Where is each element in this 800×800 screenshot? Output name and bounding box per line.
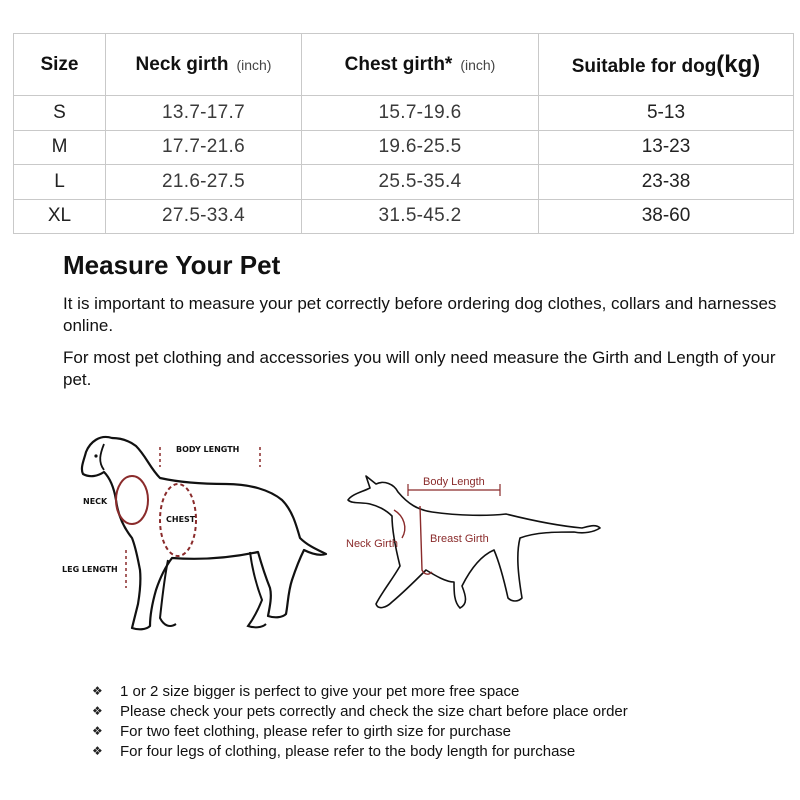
diamond-bullet-icon: ❖ (92, 724, 103, 738)
size-cell: L (14, 165, 106, 200)
weight-cell: 38-60 (539, 199, 794, 234)
measure-girth-paragraph: For most pet clothing and accessories you will only need measure the Girth and Length of your pet. (63, 348, 776, 389)
tip-text: 1 or 2 size bigger is perfect to give your pet more free space (120, 682, 520, 700)
cat-figure (346, 476, 600, 608)
table-row (14, 199, 794, 234)
dog-neck-label: NECK (83, 497, 108, 506)
size-chart-header-row (14, 34, 794, 96)
diamond-bullet-icon: ❖ (92, 684, 103, 698)
dog-ear (100, 444, 104, 470)
chest-girth-cell: 15.7-19.6 (302, 96, 539, 131)
size-chart-table (13, 33, 794, 234)
weight-cell: 13-23 (539, 130, 794, 165)
size-cell: S (14, 96, 106, 131)
table-row (14, 96, 794, 131)
list-item (92, 721, 628, 741)
tips-list (92, 681, 628, 761)
list-item (92, 701, 628, 721)
header-size: Size (14, 34, 106, 96)
measure-intro-paragraph: It is important to measure your pet correctly before ordering dog clothes, collars and harnesses online. (63, 294, 777, 335)
dog-hind-leg (248, 552, 266, 627)
neck-girth-cell: 27.5-33.4 (106, 199, 302, 234)
measure-title: Measure Your Pet (63, 250, 281, 280)
dog-front-leg (160, 560, 176, 626)
weight-cell: 5-13 (539, 96, 794, 131)
header-chest-girth: Chest girth* (inch) (302, 34, 539, 96)
neck-girth-cell: 21.6-27.5 (106, 165, 302, 200)
header-chest-unit: (inch) (460, 56, 496, 73)
tip-text: For two feet clothing, please refer to girth size for purchase (120, 722, 512, 740)
header-dog-unit: (kg) (716, 50, 761, 78)
table-row (14, 130, 794, 165)
dog-body-length-label: BODY LENGTH (176, 445, 240, 454)
header-neck-unit: (inch) (236, 56, 272, 73)
chest-girth-cell: 19.6-25.5 (302, 130, 539, 165)
cat-neck-girth-label: Neck Girth (346, 538, 398, 550)
diamond-bullet-icon: ❖ (92, 744, 103, 758)
cat-neck-ring (394, 510, 405, 538)
chest-girth-cell: 31.5-45.2 (302, 199, 539, 234)
dog-figure (62, 437, 326, 629)
size-cell: XL (14, 199, 106, 234)
header-suitable-for-dog: Suitable for dog(kg) (539, 34, 794, 96)
measurement-illustration (0, 420, 800, 650)
neck-girth-cell: 17.7-21.6 (106, 130, 302, 165)
tip-text: Please check your pets correctly and check the size chart before place order (120, 702, 628, 720)
dog-chest-label: CHEST (166, 515, 196, 524)
list-item (92, 741, 628, 761)
size-cell: M (14, 130, 106, 165)
dog-outline (82, 437, 326, 629)
tip-text: For four legs of clothing, please refer to the body length for purchase (120, 742, 576, 760)
neck-girth-cell: 13.7-17.7 (106, 96, 302, 131)
chest-girth-cell: 25.5-35.4 (302, 165, 539, 200)
table-row (14, 165, 794, 200)
header-neck-girth: Neck girth (inch) (106, 34, 302, 96)
dog-leg-length-label: LEG LENGTH (62, 565, 118, 574)
cat-breast-girth-label: Breast Girth (430, 533, 489, 545)
cat-body-length-label: Body Length (423, 476, 485, 488)
dog-neck-ring (116, 476, 148, 524)
list-item (92, 681, 628, 701)
dog-eye (94, 454, 97, 457)
diamond-bullet-icon: ❖ (92, 704, 103, 718)
weight-cell: 23-38 (539, 165, 794, 200)
